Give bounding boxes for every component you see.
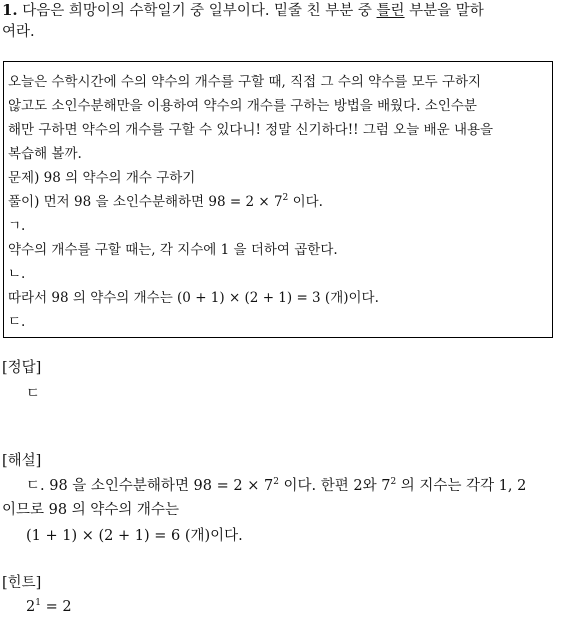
- diary-line-5: 문제) 98 의 약수의 개수 구하기: [8, 170, 196, 186]
- diary-line-6-end: 이다.: [288, 194, 323, 210]
- diary-line-11: ㄷ.: [8, 314, 26, 330]
- explanation-exponent-2: 2: [390, 477, 397, 487]
- question-line-2: 여라.: [2, 24, 35, 40]
- hint-exponent: 1: [35, 598, 41, 608]
- diary-line-6-text: 풀이) 먼저 98 을 소인수분해하면 98 = 2 × 7: [8, 194, 283, 210]
- diary-line-10: 따라서 98 의 약수의 개수는 (0 + 1) × (2 + 1) = 3 (개)이다.: [8, 290, 379, 306]
- explanation-line-1-b: 이다. 한편 2와 7: [278, 478, 391, 494]
- explanation-label: [해설]: [2, 453, 42, 469]
- diary-box: [3, 61, 553, 338]
- hint-rest: = 2: [40, 599, 72, 615]
- question-line-1: [2, 0, 484, 21]
- hint-base: 2: [26, 599, 36, 615]
- diary-line-9: ㄴ.: [8, 266, 26, 282]
- diary-line-6: [8, 193, 323, 211]
- diary-line-7: ㄱ.: [8, 218, 26, 234]
- question-text: 다음은 희망이의 수학일기 중 일부이다. 밑줄 친 부분 중: [22, 3, 372, 19]
- diary-line-1: 오늘은 수학시간에 수의 약수의 개수를 구할 때, 직접 그 수의 약수를 모두 구하지: [8, 74, 482, 90]
- diary-line-4: 복습해 볼까.: [8, 146, 82, 162]
- diary-line-8: 약수의 개수를 구할 때는, 각 지수에 1 을 더하여 곱한다.: [8, 242, 338, 258]
- diary-line-6-exponent: 2: [282, 193, 289, 203]
- question-text-end: 부분을 말하: [409, 3, 484, 19]
- explanation-line-1: [26, 476, 526, 496]
- underlined-word: 틀린: [376, 3, 405, 19]
- answer-label: [정답]: [2, 360, 42, 376]
- explanation-line-1-c: 의 지수는 각각 1, 2: [396, 478, 527, 494]
- explanation-exponent-1: 2: [273, 477, 279, 487]
- question-number: 1.: [2, 1, 18, 19]
- explanation-line-3: (1 + 1) × (2 + 1) = 6 (개)이다.: [26, 528, 243, 544]
- explanation-line-2: 이므로 98 의 약수의 개수는: [2, 502, 179, 518]
- diary-line-2: 않고도 소인수분해만을 이용하여 약수의 개수를 구하는 방법을 배웠다. 소인수분: [8, 98, 477, 114]
- answer-value: ㄷ: [26, 386, 41, 402]
- hint-label: [힌트]: [2, 575, 42, 591]
- diary-line-3: 해만 구하면 약수의 개수를 구할 수 있다니! 정말 신기하다!! 그럼 오늘 배운 내용을: [8, 122, 494, 138]
- hint-line-1: [26, 597, 72, 617]
- explanation-line-1-a: ㄷ. 98 을 소인수분해하면 98 = 2 × 7: [26, 478, 274, 494]
